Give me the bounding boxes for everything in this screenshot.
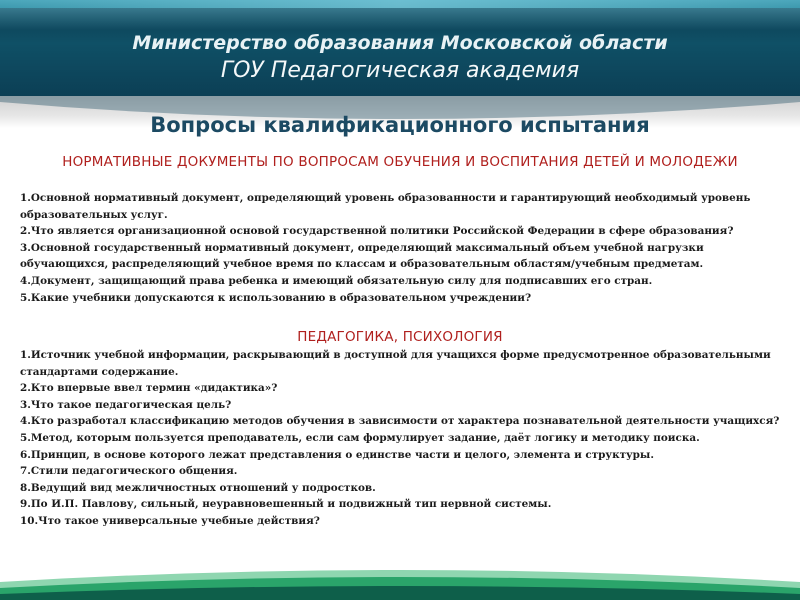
list-item: 5.Метод, которым пользуется преподаватель, если сам формулирует задание, даёт логику и методику поиска.	[20, 431, 700, 444]
list-item: 10.Что такое универсальные учебные действия?	[20, 514, 320, 527]
list-item: 7.Стили педагогического общения.	[20, 465, 238, 478]
list-item: 2.Кто впервые ввел термин «дидактика»?	[20, 382, 278, 395]
section-heading-pedagogy: ПЕДАГОГИКА, ПСИХОЛОГИЯ	[297, 329, 503, 345]
header-shine	[0, 0, 800, 30]
list-item: 5.Какие учебники допускаются к использованию в образовательном учреждении?	[20, 291, 532, 304]
list-item: 1.Основной нормативный документ, определяющий уровень образованности и гарантирующий необходимый уровень образовательных услуг.	[20, 192, 751, 221]
list-item: 2.Что является организационной основой государственной политики Российской Федерации в сфере образования?	[20, 225, 734, 238]
list-item: 8.Ведущий вид межличностных отношений у подростков.	[20, 481, 376, 494]
question-list-normative	[20, 190, 780, 306]
list-item: 3.Что такое педагогическая цель?	[20, 398, 232, 411]
list-item: 3.Основной государственный нормативный документ, определяющий максимальный объем учебной нагрузки обучающихся, распределяющий учебное время по классам и образовательным областям/учебным предметам.	[20, 241, 704, 271]
footer-wave-decoration	[0, 560, 800, 600]
list-item: 1.Источник учебной информации, раскрывающий в доступной для учащихся форме предусмотренное образовательными стандартами содержание.	[20, 349, 771, 378]
list-item: 9.По И.П. Павлову, сильный, неуравновешенный и подвижный тип нервной системы.	[20, 498, 552, 511]
list-item: 6.Принцип, в основе которого лежат представления о единстве части и целого, элемента и структуры.	[20, 448, 654, 461]
list-item: 4.Документ, защищающий права ребенка и имеющий обязательную силу для подписавших его стран.	[20, 274, 653, 287]
academy-title: ГОУ Педагогическая академия	[220, 58, 580, 83]
ministry-title: Министерство образования Московской области	[132, 32, 668, 54]
header-banner	[0, 0, 800, 96]
slide-title: Вопросы квалификационного испытания	[150, 113, 650, 137]
list-item: 4.Кто разработал классификацию методов обучения в зависимости от характера познавательной деятельности учащихся?	[20, 415, 780, 428]
section-heading-normative: НОРМАТИВНЫЕ ДОКУМЕНТЫ ПО ВОПРОСАМ ОБУЧЕНИЯ И ВОСПИТАНИЯ ДЕТЕЙ И МОЛОДЕЖИ	[62, 154, 738, 170]
question-list-pedagogy	[20, 347, 780, 530]
